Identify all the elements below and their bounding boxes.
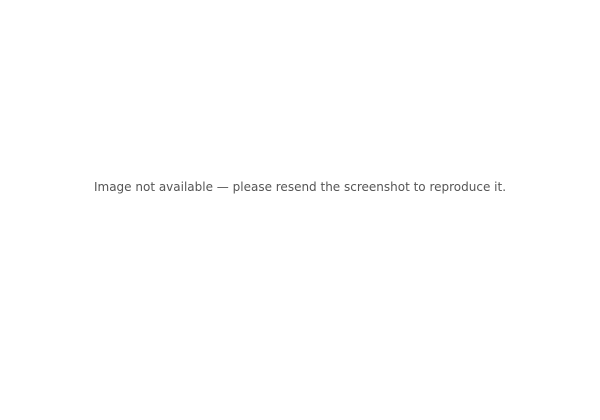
notice-text: Image not available — please resend the screenshot to reproduce it. — [93, 180, 507, 194]
